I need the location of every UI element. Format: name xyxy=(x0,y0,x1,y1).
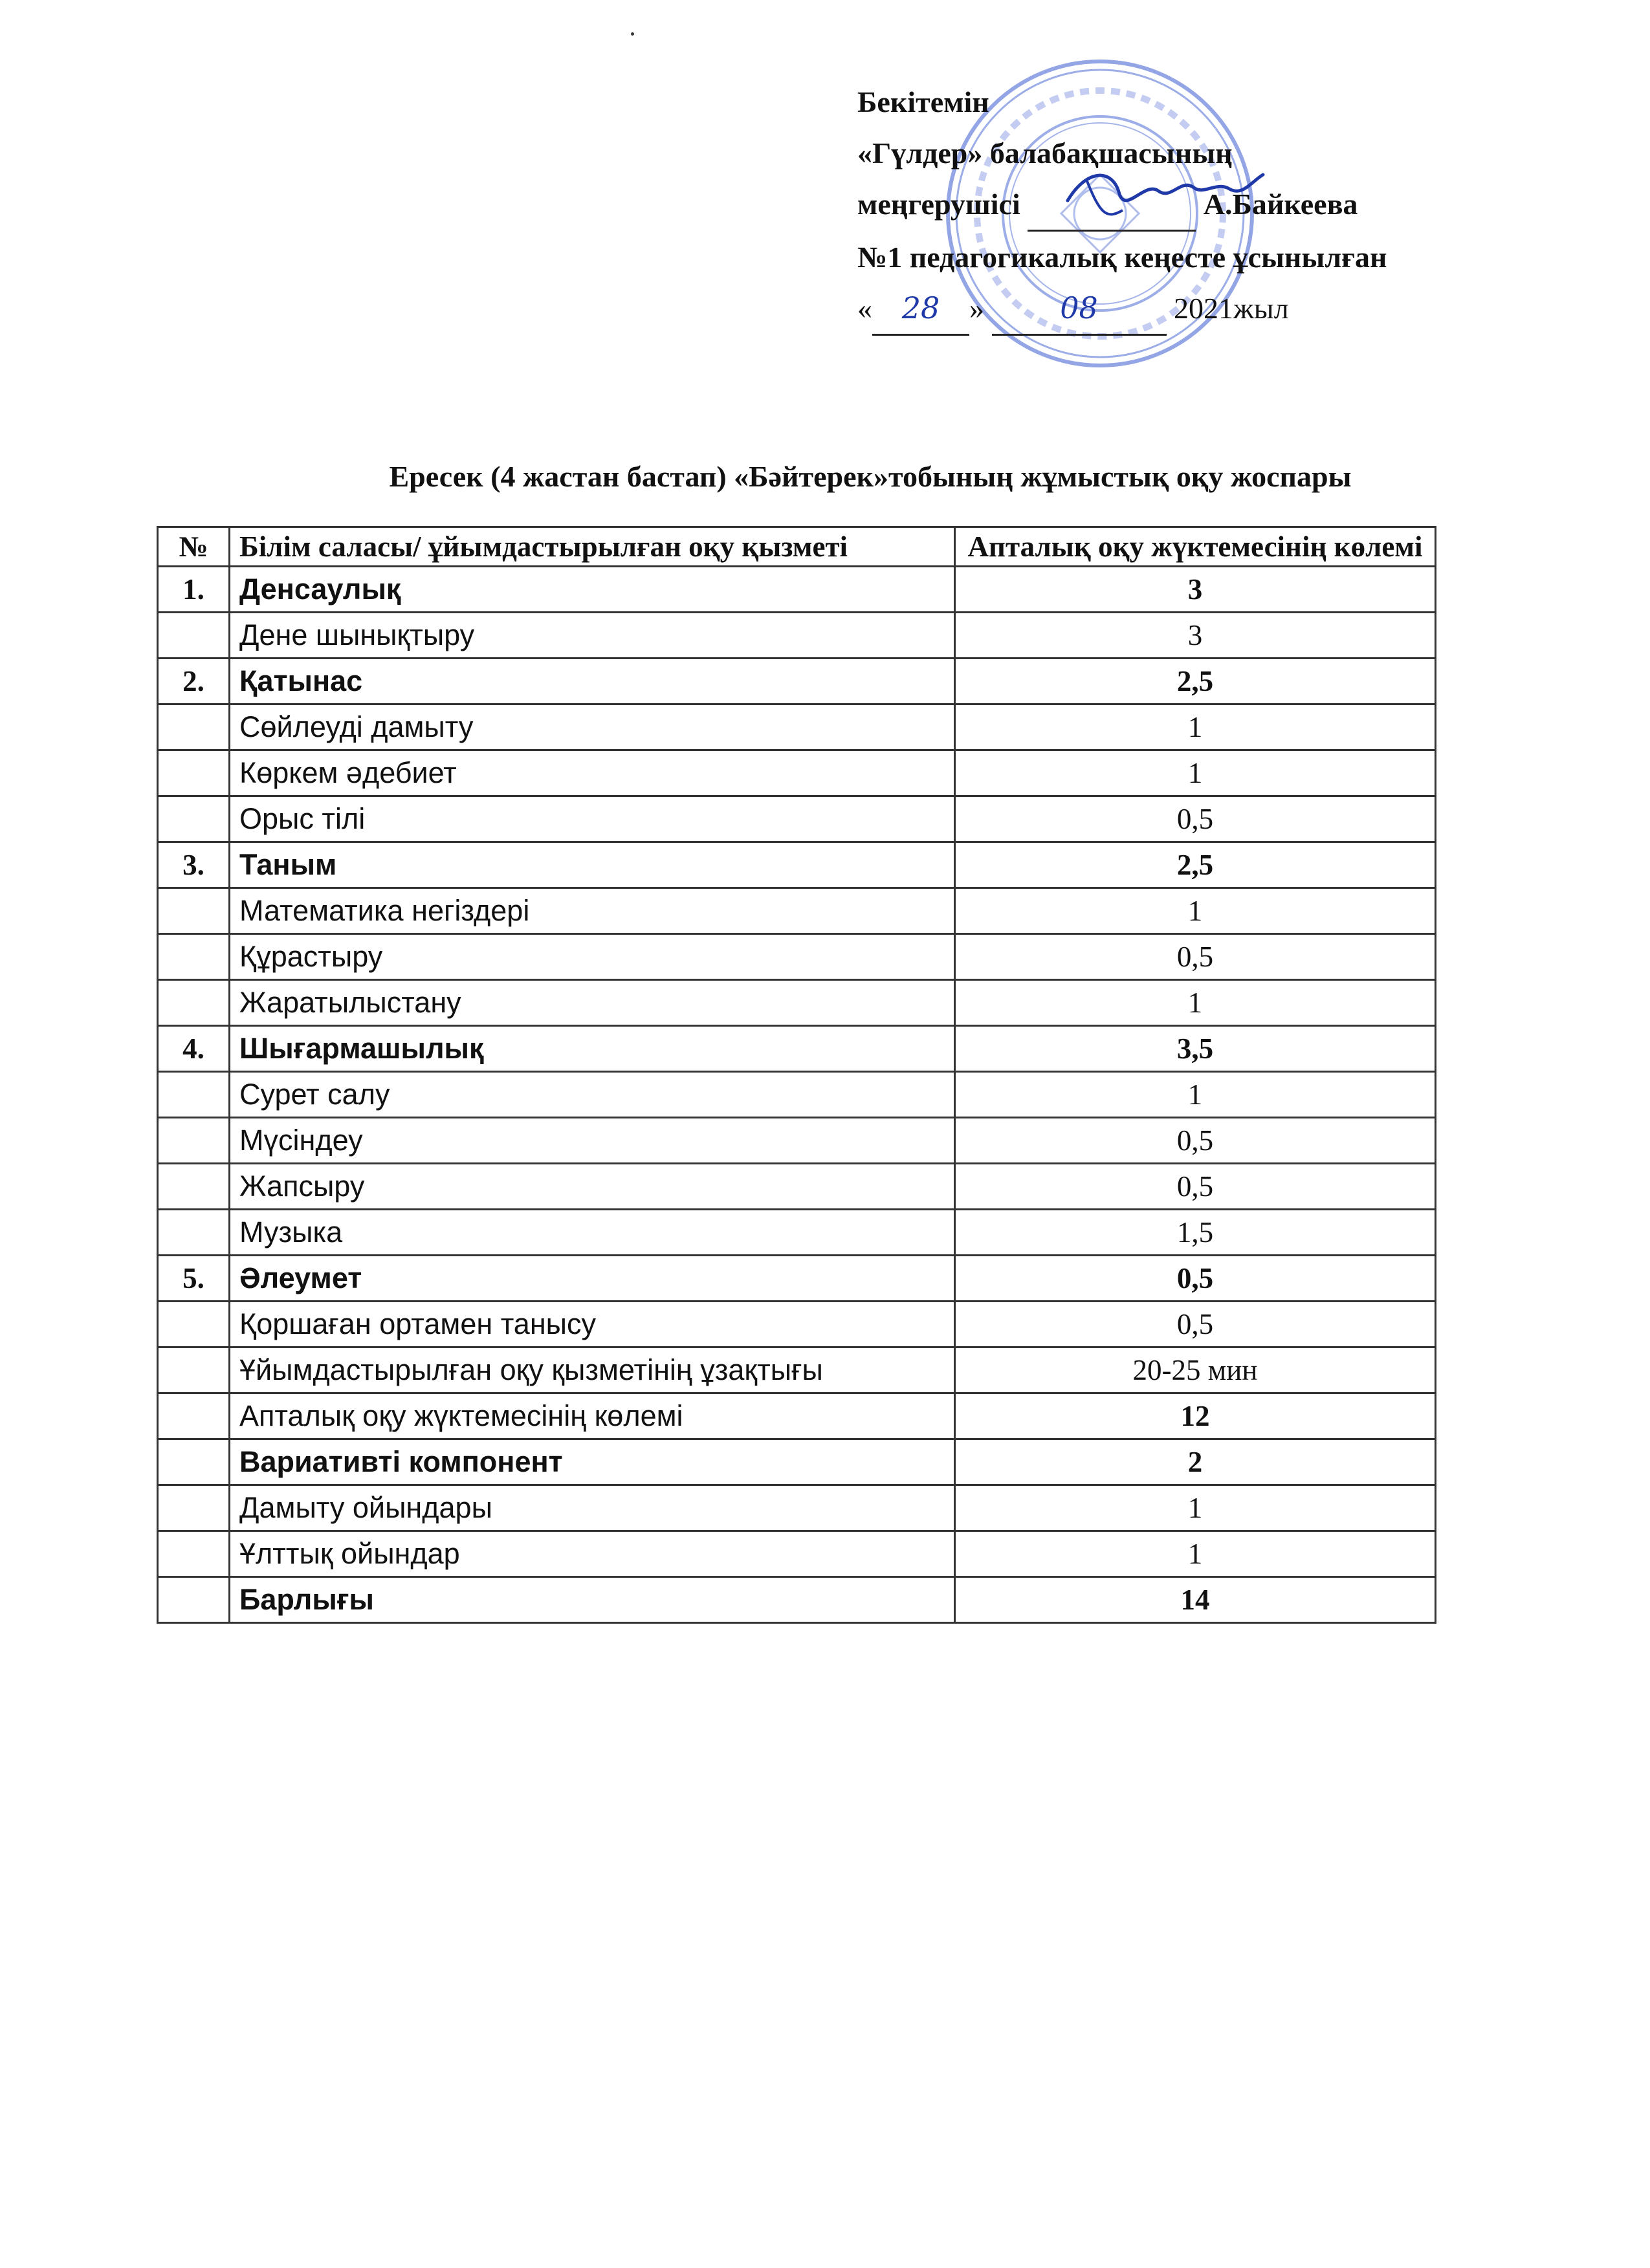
table-row xyxy=(158,1072,1436,1118)
date-quote-open: « xyxy=(857,292,872,325)
table-row xyxy=(158,1118,1436,1164)
row-weekly-load: 1 xyxy=(955,1072,1436,1118)
document-title: Ересек (4 жастан бастап) «Бәйтерек»тобының жұмыстық оқу жоспары xyxy=(389,460,1352,493)
row-number xyxy=(158,613,230,659)
row-weekly-load: 1 xyxy=(955,704,1436,750)
row-weekly-load: 0,5 xyxy=(955,1164,1436,1210)
row-number xyxy=(158,1118,230,1164)
row-subject: Дамыту ойындары xyxy=(230,1485,955,1531)
approval-line-head xyxy=(857,179,1569,232)
date-month-blank xyxy=(992,283,1167,336)
row-weekly-load: 2,5 xyxy=(955,659,1436,704)
date-day: 28 xyxy=(901,290,940,325)
row-number xyxy=(158,888,230,934)
row-number xyxy=(158,750,230,796)
row-weekly-load: 2,5 xyxy=(955,842,1436,888)
table-row xyxy=(158,750,1436,796)
row-number: 4. xyxy=(158,1026,230,1072)
row-number: 1. xyxy=(158,567,230,613)
row-number xyxy=(158,1393,230,1439)
header-number: № xyxy=(158,527,230,567)
table-row xyxy=(158,1393,1436,1439)
table-row xyxy=(158,1026,1436,1072)
row-subject: Көркем әдебиет xyxy=(230,750,955,796)
table-row xyxy=(158,934,1436,980)
table-row xyxy=(158,1531,1436,1577)
table-row xyxy=(158,1164,1436,1210)
approval-block xyxy=(857,76,1569,336)
row-subject: Қатынас xyxy=(230,659,955,704)
table-row xyxy=(158,980,1436,1026)
row-number: 5. xyxy=(158,1256,230,1302)
row-subject: Мүсіндеу xyxy=(230,1118,955,1164)
table-row xyxy=(158,842,1436,888)
table-row xyxy=(158,1577,1436,1623)
row-number xyxy=(158,934,230,980)
row-weekly-load: 20-25 мин xyxy=(955,1347,1436,1393)
table-row xyxy=(158,613,1436,659)
row-number xyxy=(158,1577,230,1623)
row-weekly-load: 3,5 xyxy=(955,1026,1436,1072)
curriculum-table xyxy=(157,526,1436,1624)
date-quote-close: » xyxy=(969,292,984,325)
header-subject: Білім саласы/ ұйымдастырылған оқу қызметі xyxy=(230,527,955,567)
row-weekly-load: 0,5 xyxy=(955,1118,1436,1164)
row-subject: Таным xyxy=(230,842,955,888)
table-row xyxy=(158,567,1436,613)
row-weekly-load: 1 xyxy=(955,1485,1436,1531)
table-row xyxy=(158,704,1436,750)
date-day-blank xyxy=(872,283,969,336)
row-subject: Орыс тілі xyxy=(230,796,955,842)
row-weekly-load: 0,5 xyxy=(955,1256,1436,1302)
row-subject: Әлеумет xyxy=(230,1256,955,1302)
row-number xyxy=(158,1439,230,1485)
date-month: 08 xyxy=(1060,290,1098,325)
row-number xyxy=(158,1531,230,1577)
signature-blank xyxy=(1028,179,1196,232)
row-weekly-load: 12 xyxy=(955,1393,1436,1439)
row-subject: Апталық оқу жүктемесінің көлемі xyxy=(230,1393,955,1439)
row-weekly-load: 3 xyxy=(955,567,1436,613)
table-row xyxy=(158,1485,1436,1531)
table-header-row xyxy=(158,527,1436,567)
row-weekly-load: 0,5 xyxy=(955,934,1436,980)
row-weekly-load: 1 xyxy=(955,888,1436,934)
row-number xyxy=(158,1164,230,1210)
approval-line-approve: Бекітемін xyxy=(857,85,989,118)
row-subject: Дене шынықтыру xyxy=(230,613,955,659)
header-weekly-load: Апталық оқу жүктемесінің көлемі xyxy=(955,527,1436,567)
approval-date xyxy=(857,283,1569,336)
row-weekly-load: 0,5 xyxy=(955,796,1436,842)
row-subject: Сөйлеуді дамыту xyxy=(230,704,955,750)
table-row xyxy=(158,1439,1436,1485)
row-subject: Барлығы xyxy=(230,1577,955,1623)
row-number: 3. xyxy=(158,842,230,888)
row-subject: Жаратылыстану xyxy=(230,980,955,1026)
date-year: 2021жыл xyxy=(1174,292,1289,325)
row-subject: Шығармашылық xyxy=(230,1026,955,1072)
row-number xyxy=(158,704,230,750)
row-weekly-load: 2 xyxy=(955,1439,1436,1485)
row-subject: Сурет салу xyxy=(230,1072,955,1118)
row-number: 2. xyxy=(158,659,230,704)
approval-line-council: №1 педагогикалық кеңесте ұсынылған xyxy=(857,241,1387,274)
table-row xyxy=(158,659,1436,704)
row-subject: Музыка xyxy=(230,1210,955,1256)
scan-speck xyxy=(631,32,634,36)
row-weekly-load: 1 xyxy=(955,1531,1436,1577)
row-number xyxy=(158,796,230,842)
row-number xyxy=(158,1210,230,1256)
row-number xyxy=(158,1302,230,1347)
row-weekly-load: 0,5 xyxy=(955,1302,1436,1347)
row-weekly-load: 14 xyxy=(955,1577,1436,1623)
row-subject: Ұлттық ойындар xyxy=(230,1531,955,1577)
row-subject: Математика негіздері xyxy=(230,888,955,934)
row-subject: Ұйымдастырылған оқу қызметінің ұзақтығы xyxy=(230,1347,955,1393)
approval-head-label: меңгерушісі xyxy=(857,188,1020,221)
approval-line-kindergarten: «Гүлдер» балабақшасының xyxy=(857,136,1233,169)
row-weekly-load: 1,5 xyxy=(955,1210,1436,1256)
table-body xyxy=(158,567,1436,1623)
row-subject: Вариативті компонент xyxy=(230,1439,955,1485)
table-row xyxy=(158,1347,1436,1393)
row-weekly-load: 3 xyxy=(955,613,1436,659)
row-number xyxy=(158,1072,230,1118)
table-row xyxy=(158,888,1436,934)
table-row xyxy=(158,1210,1436,1256)
row-subject: Қоршаған ортамен танысу xyxy=(230,1302,955,1347)
row-number xyxy=(158,980,230,1026)
approval-head-name: А.Байкеева xyxy=(1203,188,1358,221)
table-row xyxy=(158,1256,1436,1302)
table-row xyxy=(158,796,1436,842)
table-row xyxy=(158,1302,1436,1347)
row-number xyxy=(158,1485,230,1531)
row-subject: Денсаулық xyxy=(230,567,955,613)
row-weekly-load: 1 xyxy=(955,750,1436,796)
row-subject: Құрастыру xyxy=(230,934,955,980)
row-weekly-load: 1 xyxy=(955,980,1436,1026)
row-number xyxy=(158,1347,230,1393)
row-subject: Жапсыру xyxy=(230,1164,955,1210)
